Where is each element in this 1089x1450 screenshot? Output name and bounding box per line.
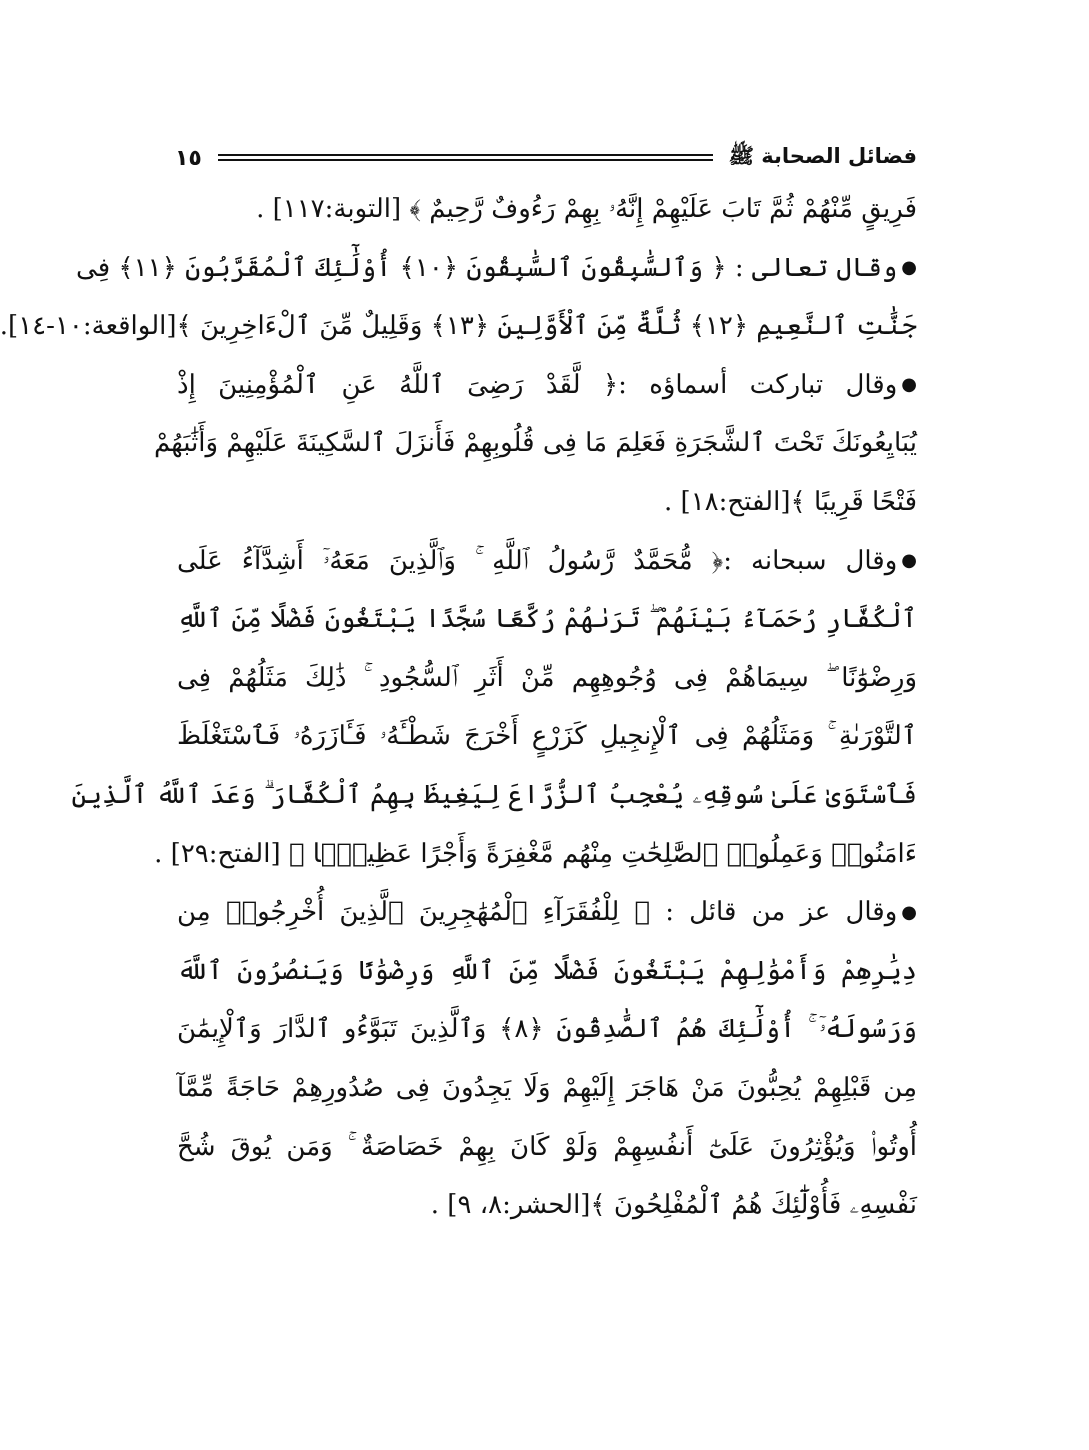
line-text: نَفْسِهِۦ فَأُوْلَٰٓئِكَ هُمُ ٱلْمُفْلِحُونَ ﴾[الحشر:٨، ٩] . bbox=[430, 1190, 917, 1221]
running-title: فضائل الصحابة ﷺ bbox=[728, 143, 917, 168]
line-text: فَٱسْتَوَىٰ عَلَىٰ سُوقِهِۦ يُعْجِبُ ٱلزُّرَّاعَ لِيَغِيظَ بِهِمُ ٱلْكُفَّارَ ۗ وَعَدَ ٱللَّهُ ٱلَّذِينَ bbox=[71, 779, 917, 810]
line-text: ٱلتَّوْرَىٰةِ ۚ وَمَثَلُهُمْ فِى ٱلْإِنجِيلِ كَزَرْعٍ أَخْرَجَ شَطْـَٔهُۥ فَـَٔازَرَهُۥ فَٱسْتَغْلَظَ bbox=[177, 721, 917, 752]
text-line bbox=[177, 707, 917, 766]
running-header bbox=[175, 140, 917, 176]
text-line bbox=[177, 590, 917, 649]
line-text: جَنَّٰتِ ٱلنَّعِيمِ ﴿١٢﴾ ثُلَّةٌ مِّنَ ٱلْأَوَّلِينَ ﴿١٣﴾ وَقَلِيلٌ مِّنَ ٱلْءَاخِرِينَ ﴾[الواقعة:١٠-١٤]. bbox=[0, 311, 917, 342]
line-text: وَرَسُولَهُۥٓ ۚ أُوْلَٰٓئِكَ هُمُ ٱلصَّٰدِقُونَ ﴿٨﴾ وَٱلَّذِينَ تَبَوَّءُو ٱلدَّارَ وَٱلْإِيمَٰنَ bbox=[177, 1014, 917, 1045]
text-line bbox=[76, 239, 917, 298]
text-line bbox=[177, 532, 917, 591]
text-line bbox=[177, 883, 917, 942]
text-line bbox=[177, 942, 917, 1001]
line-text: وَرِضْوَٰنًا ۖ سِيمَاهُمْ فِى وُجُوهِهِم مِّنْ أَثَرِ ٱلسُّجُودِ ۚ ذَٰلِكَ مَثَلُهُمْ فِى bbox=[177, 662, 917, 693]
text-line bbox=[0, 297, 917, 356]
line-text: ءَامَنُوا۟ وَعَمِلُوا۟ ٱلصَّٰلِحَٰتِ مِنْهُم مَّغْفِرَةً وَأَجْرًا عَظِيمًۢا ﴾ [الفتح:٢٩] . bbox=[154, 838, 917, 869]
line-text: يُبَايِعُونَكَ تَحْتَ ٱلشَّجَرَةِ فَعَلِمَ مَا فِى قُلُوبِهِمْ فَأَنزَلَ ٱلسَّكِينَةَ عَلَيْهِمْ وَأَثَٰبَهُمْ bbox=[153, 428, 917, 459]
text-line bbox=[177, 180, 917, 239]
line-text: فَتْحًا قَرِيبًا ﴾[الفتح:١٨] . bbox=[664, 486, 917, 517]
line-text: دِيَٰرِهِمْ وَأَمْوَٰلِهِمْ يَبْتَغُونَ فَضْلًا مِّنَ ٱللَّهِ وَرِضْوَٰنًا وَيَنصُرُونَ ٱللَّهَ bbox=[177, 955, 917, 986]
text-line bbox=[177, 356, 917, 415]
bullet-icon: ● bbox=[901, 901, 917, 923]
text-line bbox=[154, 825, 917, 884]
bullet-icon: ● bbox=[901, 257, 917, 279]
text-line bbox=[71, 766, 917, 825]
text-line bbox=[153, 414, 917, 473]
paragraph bbox=[153, 356, 917, 532]
bullet-icon: ● bbox=[901, 374, 917, 396]
page-body bbox=[0, 180, 917, 1235]
line-text: ٱلْكُفَّارِ رُحَمَآءُ بَيْنَهُمْ ۖ تَرَىٰهُمْ رُكَّعًا سُجَّدًا يَبْتَغُونَ فَضْلًا مِّنَ ٱللَّهِ bbox=[177, 604, 917, 635]
text-line bbox=[177, 649, 917, 708]
text-line bbox=[177, 1059, 917, 1118]
line-text: وقال تباركت أسماؤه :﴿ لَّقَدْ رَضِىَ ٱللَّهُ عَنِ ٱلْمُؤْمِنِينَ إِذْ bbox=[177, 369, 898, 400]
line-text: وقال تعالى : ﴿ وَٱلسَّٰبِقُونَ ٱلسَّٰبِقُونَ ﴿١٠﴾ أُوْلَٰٓئِكَ ٱلْمُقَرَّبُونَ ﴿١١﴾ فِى bbox=[76, 252, 898, 283]
bullet-icon: ● bbox=[901, 550, 917, 572]
text-line bbox=[177, 1000, 917, 1059]
text-line bbox=[177, 473, 917, 532]
page-number: ١٥ bbox=[175, 145, 202, 171]
text-line bbox=[177, 1176, 917, 1235]
line-text: فَرِيقٍ مِّنْهُمْ ثُمَّ تَابَ عَلَيْهِمْ إِنَّهُۥ بِهِمْ رَءُوفٌ رَّحِيمٌ ﴾ [التوبة:١١٧] . bbox=[256, 194, 917, 224]
paragraph bbox=[0, 239, 917, 356]
text-line bbox=[177, 1118, 917, 1177]
header-double-rule bbox=[218, 154, 713, 162]
paragraph bbox=[177, 883, 917, 1235]
line-text: مِن قَبْلِهِمْ يُحِبُّونَ مَنْ هَاجَرَ إِلَيْهِمْ وَلَا يَجِدُونَ فِى صُدُورِهِمْ حَاجَةً مِّمَّآ bbox=[177, 1072, 917, 1103]
line-text: وقال سبحانه :﴿ مُّحَمَّدٌ رَّسُولُ ٱللَّهِ ۚ وَٱلَّذِينَ مَعَهُۥٓ أَشِدَّآءُ عَلَى bbox=[177, 545, 898, 576]
line-text: أُوتُوا۟ وَيُؤْثِرُونَ عَلَىٰٓ أَنفُسِهِمْ وَلَوْ كَانَ بِهِمْ خَصَاصَةٌ ۚ وَمَن يُوقَ شُحَّ bbox=[177, 1131, 917, 1162]
paragraph bbox=[177, 180, 917, 239]
paragraph bbox=[71, 532, 917, 884]
line-text: وقال عز من قائل : ﴿ لِلْفُقَرَآءِ ٱلْمُهَٰجِرِينَ ٱلَّذِينَ أُخْرِجُوا۟ مِن bbox=[177, 897, 898, 928]
